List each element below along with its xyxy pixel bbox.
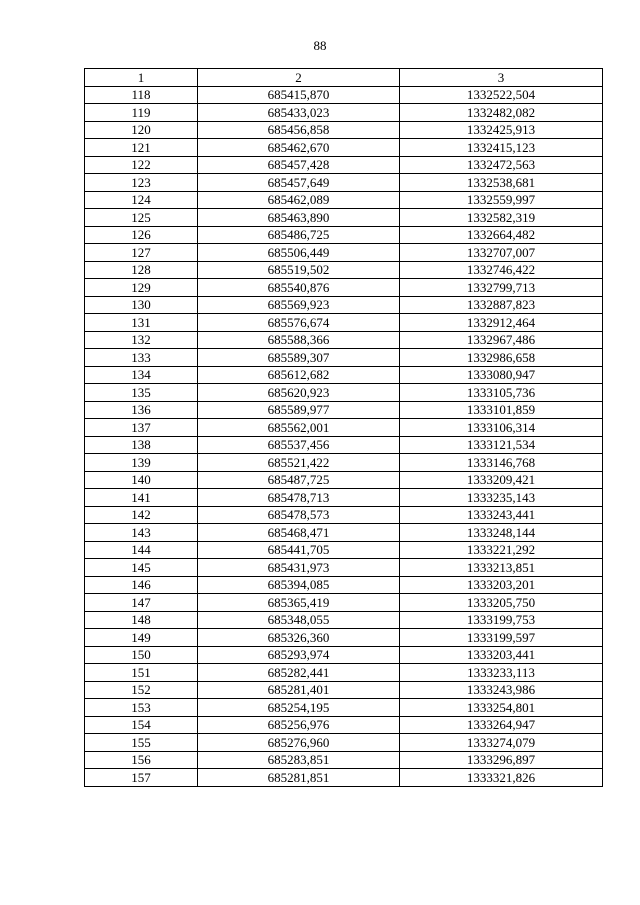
table-row	[85, 244, 603, 262]
table-row	[85, 436, 603, 454]
point-number-cell: 156	[85, 751, 198, 769]
table-row	[85, 576, 603, 594]
x-coordinate-cell: 685521,422	[198, 454, 400, 472]
x-coordinate-cell: 685457,428	[198, 156, 400, 174]
column-header-1: 1	[85, 69, 198, 87]
x-coordinate-cell: 685612,682	[198, 366, 400, 384]
y-coordinate-cell: 1333274,079	[400, 734, 603, 752]
point-number-cell: 122	[85, 156, 198, 174]
table-row	[85, 366, 603, 384]
point-number-cell: 143	[85, 524, 198, 542]
table-row	[85, 86, 603, 104]
table-row	[85, 296, 603, 314]
table-row	[85, 314, 603, 332]
y-coordinate-cell: 1333296,897	[400, 751, 603, 769]
x-coordinate-cell: 685620,923	[198, 384, 400, 402]
x-coordinate-cell: 685478,573	[198, 506, 400, 524]
column-header-2: 2	[198, 69, 400, 87]
x-coordinate-cell: 685348,055	[198, 611, 400, 629]
table-row	[85, 629, 603, 647]
table-row	[85, 646, 603, 664]
y-coordinate-cell: 1333254,801	[400, 699, 603, 717]
point-number-cell: 146	[85, 576, 198, 594]
table-row	[85, 769, 603, 787]
x-coordinate-cell: 685588,366	[198, 331, 400, 349]
table-row	[85, 454, 603, 472]
y-coordinate-cell: 1333106,314	[400, 419, 603, 437]
x-coordinate-cell: 685415,870	[198, 86, 400, 104]
point-number-cell: 134	[85, 366, 198, 384]
y-coordinate-cell: 1333209,421	[400, 471, 603, 489]
table-row	[85, 751, 603, 769]
table-row	[85, 699, 603, 717]
point-number-cell: 128	[85, 261, 198, 279]
table-row	[85, 174, 603, 192]
y-coordinate-cell: 1332664,482	[400, 226, 603, 244]
table-row	[85, 716, 603, 734]
table-row	[85, 419, 603, 437]
x-coordinate-cell: 685519,502	[198, 261, 400, 279]
header-row	[85, 69, 603, 87]
table-row	[85, 279, 603, 297]
point-number-cell: 130	[85, 296, 198, 314]
point-number-cell: 133	[85, 349, 198, 367]
y-coordinate-cell: 1333105,736	[400, 384, 603, 402]
y-coordinate-cell: 1332746,422	[400, 261, 603, 279]
y-coordinate-cell: 1332482,082	[400, 104, 603, 122]
column-header-3: 3	[400, 69, 603, 87]
x-coordinate-cell: 685462,670	[198, 139, 400, 157]
x-coordinate-cell: 685589,307	[198, 349, 400, 367]
x-coordinate-cell: 685276,960	[198, 734, 400, 752]
x-coordinate-cell: 685462,089	[198, 191, 400, 209]
y-coordinate-cell: 1332986,658	[400, 349, 603, 367]
table-row	[85, 471, 603, 489]
point-number-cell: 141	[85, 489, 198, 507]
x-coordinate-cell: 685589,977	[198, 401, 400, 419]
point-number-cell: 138	[85, 436, 198, 454]
y-coordinate-cell: 1333203,201	[400, 576, 603, 594]
table-row	[85, 681, 603, 699]
point-number-cell: 149	[85, 629, 198, 647]
y-coordinate-cell: 1333080,947	[400, 366, 603, 384]
x-coordinate-cell: 685394,085	[198, 576, 400, 594]
y-coordinate-cell: 1332472,563	[400, 156, 603, 174]
y-coordinate-cell: 1333121,534	[400, 436, 603, 454]
y-coordinate-cell: 1333199,753	[400, 611, 603, 629]
table-row	[85, 104, 603, 122]
table-row	[85, 559, 603, 577]
point-number-cell: 139	[85, 454, 198, 472]
x-coordinate-cell: 685256,976	[198, 716, 400, 734]
x-coordinate-cell: 685293,974	[198, 646, 400, 664]
point-number-cell: 118	[85, 86, 198, 104]
table-row	[85, 664, 603, 682]
point-number-cell: 136	[85, 401, 198, 419]
y-coordinate-cell: 1333213,851	[400, 559, 603, 577]
point-number-cell: 152	[85, 681, 198, 699]
point-number-cell: 148	[85, 611, 198, 629]
point-number-cell: 120	[85, 121, 198, 139]
x-coordinate-cell: 685540,876	[198, 279, 400, 297]
point-number-cell: 131	[85, 314, 198, 332]
x-coordinate-cell: 685562,001	[198, 419, 400, 437]
table-row	[85, 209, 603, 227]
y-coordinate-cell: 1333146,768	[400, 454, 603, 472]
y-coordinate-cell: 1333205,750	[400, 594, 603, 612]
x-coordinate-cell: 685478,713	[198, 489, 400, 507]
x-coordinate-cell: 685569,923	[198, 296, 400, 314]
table-row	[85, 226, 603, 244]
x-coordinate-cell: 685431,973	[198, 559, 400, 577]
coordinates-table	[84, 68, 603, 787]
table-row	[85, 384, 603, 402]
y-coordinate-cell: 1332415,123	[400, 139, 603, 157]
point-number-cell: 153	[85, 699, 198, 717]
y-coordinate-cell: 1332538,681	[400, 174, 603, 192]
table-row	[85, 401, 603, 419]
table-row	[85, 541, 603, 559]
point-number-cell: 126	[85, 226, 198, 244]
x-coordinate-cell: 685433,023	[198, 104, 400, 122]
x-coordinate-cell: 685281,401	[198, 681, 400, 699]
y-coordinate-cell: 1333199,597	[400, 629, 603, 647]
point-number-cell: 132	[85, 331, 198, 349]
y-coordinate-cell: 1332887,823	[400, 296, 603, 314]
x-coordinate-cell: 685254,195	[198, 699, 400, 717]
x-coordinate-cell: 685283,851	[198, 751, 400, 769]
x-coordinate-cell: 685365,419	[198, 594, 400, 612]
table-row	[85, 349, 603, 367]
x-coordinate-cell: 685468,471	[198, 524, 400, 542]
table-row	[85, 524, 603, 542]
y-coordinate-cell: 1333264,947	[400, 716, 603, 734]
y-coordinate-cell: 1333321,826	[400, 769, 603, 787]
point-number-cell: 121	[85, 139, 198, 157]
point-number-cell: 154	[85, 716, 198, 734]
x-coordinate-cell: 685537,456	[198, 436, 400, 454]
y-coordinate-cell: 1332425,913	[400, 121, 603, 139]
table-row	[85, 734, 603, 752]
point-number-cell: 124	[85, 191, 198, 209]
point-number-cell: 123	[85, 174, 198, 192]
y-coordinate-cell: 1332967,486	[400, 331, 603, 349]
point-number-cell: 147	[85, 594, 198, 612]
table-row	[85, 489, 603, 507]
point-number-cell: 119	[85, 104, 198, 122]
table-row	[85, 331, 603, 349]
y-coordinate-cell: 1333243,986	[400, 681, 603, 699]
point-number-cell: 150	[85, 646, 198, 664]
point-number-cell: 129	[85, 279, 198, 297]
x-coordinate-cell: 685506,449	[198, 244, 400, 262]
point-number-cell: 137	[85, 419, 198, 437]
point-number-cell: 157	[85, 769, 198, 787]
table-row	[85, 156, 603, 174]
x-coordinate-cell: 685463,890	[198, 209, 400, 227]
table-body	[85, 86, 603, 786]
y-coordinate-cell: 1333221,292	[400, 541, 603, 559]
x-coordinate-cell: 685576,674	[198, 314, 400, 332]
point-number-cell: 144	[85, 541, 198, 559]
y-coordinate-cell: 1332912,464	[400, 314, 603, 332]
table-row	[85, 121, 603, 139]
y-coordinate-cell: 1333203,441	[400, 646, 603, 664]
point-number-cell: 135	[85, 384, 198, 402]
y-coordinate-cell: 1332707,007	[400, 244, 603, 262]
point-number-cell: 142	[85, 506, 198, 524]
x-coordinate-cell: 685487,725	[198, 471, 400, 489]
table-row	[85, 611, 603, 629]
y-coordinate-cell: 1332582,319	[400, 209, 603, 227]
x-coordinate-cell: 685457,649	[198, 174, 400, 192]
y-coordinate-cell: 1333235,143	[400, 489, 603, 507]
page-number: 88	[313, 38, 327, 53]
x-coordinate-cell: 685326,360	[198, 629, 400, 647]
point-number-cell: 151	[85, 664, 198, 682]
point-number-cell: 140	[85, 471, 198, 489]
table-row	[85, 506, 603, 524]
y-coordinate-cell: 1332799,713	[400, 279, 603, 297]
table-row	[85, 594, 603, 612]
x-coordinate-cell: 685456,858	[198, 121, 400, 139]
x-coordinate-cell: 685486,725	[198, 226, 400, 244]
y-coordinate-cell: 1332559,997	[400, 191, 603, 209]
point-number-cell: 127	[85, 244, 198, 262]
y-coordinate-cell: 1333233,113	[400, 664, 603, 682]
y-coordinate-cell: 1333243,441	[400, 506, 603, 524]
table-row	[85, 191, 603, 209]
table-header	[85, 69, 603, 87]
table-row	[85, 139, 603, 157]
table-row	[85, 261, 603, 279]
point-number-cell: 155	[85, 734, 198, 752]
y-coordinate-cell: 1333101,859	[400, 401, 603, 419]
x-coordinate-cell: 685281,851	[198, 769, 400, 787]
point-number-cell: 145	[85, 559, 198, 577]
x-coordinate-cell: 685441,705	[198, 541, 400, 559]
x-coordinate-cell: 685282,441	[198, 664, 400, 682]
y-coordinate-cell: 1332522,504	[400, 86, 603, 104]
y-coordinate-cell: 1333248,144	[400, 524, 603, 542]
point-number-cell: 125	[85, 209, 198, 227]
